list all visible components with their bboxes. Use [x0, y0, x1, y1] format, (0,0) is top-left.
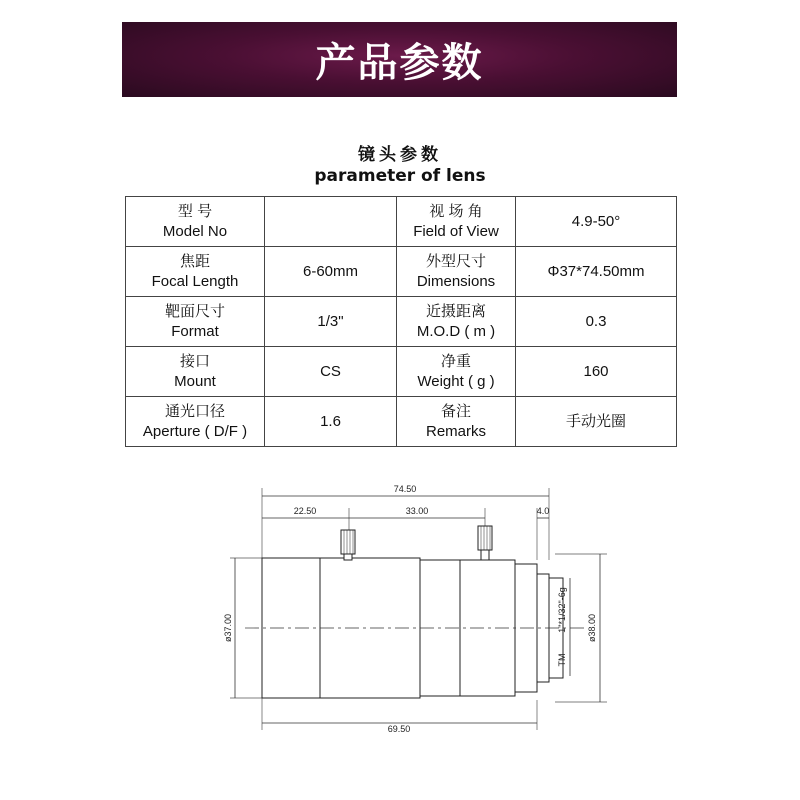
- section-title-en: parameter of lens: [314, 166, 486, 186]
- spec-row: [126, 397, 677, 447]
- spec-label-cell: [397, 397, 516, 447]
- spec-row: [126, 297, 677, 347]
- spec-label-en: Weight ( g ): [417, 372, 495, 390]
- spec-label-cn: 净重: [440, 352, 471, 370]
- spec-value-cell: 手动光圈: [516, 397, 677, 447]
- dim-mid: 33.00: [405, 506, 429, 516]
- spec-label-cell: [126, 397, 265, 447]
- banner-title: 产品参数: [315, 40, 484, 86]
- spec-row: [126, 347, 677, 397]
- spec-label-cn: 焦距: [179, 252, 210, 270]
- spec-label-cn: 接口: [179, 352, 210, 370]
- dim-bottom: 69.50: [387, 724, 411, 734]
- lens-body: [262, 526, 563, 698]
- header-banner: [122, 22, 677, 97]
- dim-dia-left: ø37.00: [223, 613, 233, 643]
- spec-value-cell: 6-60mm: [265, 247, 397, 297]
- spec-label-en: Model No: [162, 222, 228, 240]
- spec-label-en: Aperture ( D/F ): [142, 422, 248, 440]
- spec-value-cell: 0.3: [516, 297, 677, 347]
- dim-left: 22.50: [293, 506, 317, 516]
- spec-label-cn: 外型尺寸: [425, 252, 486, 270]
- spec-label-cell: [126, 347, 265, 397]
- spec-label-cn: 视 场 角: [429, 202, 483, 220]
- spec-value-cell: CS: [265, 347, 397, 397]
- spec-label-en: Field of View: [413, 222, 499, 240]
- spec-value-cell: 160: [516, 347, 677, 397]
- spec-label-cell: [397, 197, 516, 247]
- spec-label-en: Remarks: [425, 422, 486, 440]
- spec-label-en: Focal Length: [151, 272, 239, 290]
- spec-label-cell: [397, 347, 516, 397]
- spec-label-en: Mount: [174, 372, 216, 390]
- spec-label-cn: 靶面尺寸: [164, 302, 225, 320]
- spec-label-cn: 型 号: [177, 202, 213, 220]
- spec-label-cell: [397, 297, 516, 347]
- spec-label-cell: [126, 297, 265, 347]
- spec-label-cell: [126, 247, 265, 297]
- spec-label-cn: 备注: [440, 402, 471, 420]
- section-title-cn: 镜头参数: [358, 145, 442, 165]
- spec-value-cell: 1/3": [265, 297, 397, 347]
- spec-label-cell: [126, 197, 265, 247]
- spec-table: [125, 196, 677, 447]
- dim-right: 4.0: [536, 506, 550, 516]
- thread-label: 1"*1/32"-6g: [557, 587, 567, 633]
- spec-label-cn: 近摄距离: [425, 302, 486, 320]
- spec-value-cell: 1.6: [265, 397, 397, 447]
- spec-label-en: M.O.D ( m ): [416, 322, 496, 340]
- lens-dimension-drawing: [215, 480, 615, 740]
- spec-label-en: Dimensions: [416, 272, 496, 290]
- spec-label-en: Format: [171, 322, 219, 340]
- spec-label-cell: [397, 247, 516, 297]
- spec-value-cell: 4.9-50°: [516, 197, 677, 247]
- screw-knurl: [344, 526, 490, 554]
- dim-dia-right: ø38.00: [587, 613, 597, 643]
- spec-row: [126, 197, 677, 247]
- spec-row: [126, 247, 677, 297]
- spec-value-cell: [265, 197, 397, 247]
- dim-total: 74.50: [393, 484, 417, 494]
- spec-label-cn: 通光口径: [164, 402, 225, 420]
- tm-label: TM: [557, 653, 567, 667]
- spec-value-cell: Φ37*74.50mm: [516, 247, 677, 297]
